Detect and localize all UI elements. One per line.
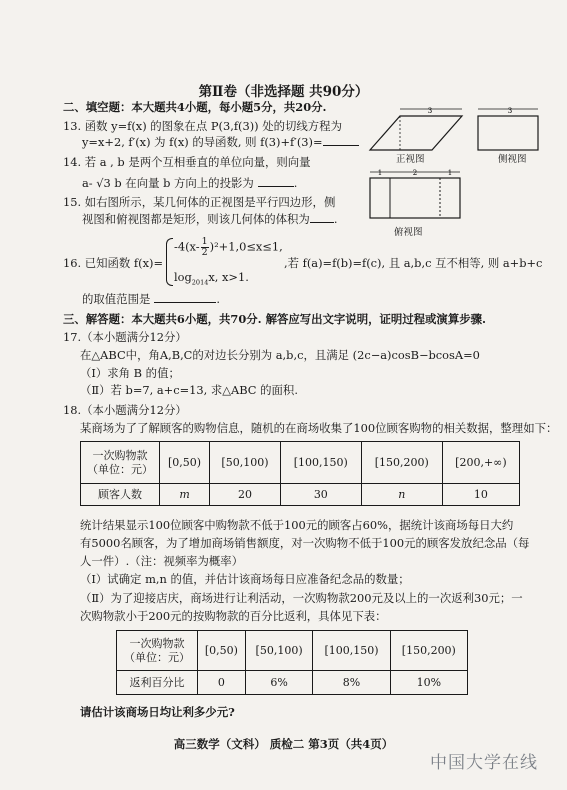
customer-count-row	[81, 484, 520, 506]
top-view-label: 俯视图	[394, 227, 423, 238]
range-cell: [200,+∞)	[442, 442, 519, 484]
customer-count-label: 顾客人数	[81, 484, 160, 506]
section-title: 第Ⅱ卷（非选择题 共90分）	[198, 84, 369, 100]
range-cell: [50,100)	[210, 442, 281, 484]
q18-para1: 统计结果显示100位顾客中购物款不低于100元的顾客占60%，据统计该商场每日大约	[80, 518, 514, 532]
rebate-percent-label: 返利百分比	[117, 671, 198, 695]
rebate-table-header-row	[117, 631, 468, 671]
side-view-label: 侧视图	[498, 154, 527, 165]
q18-para3: 人一件）.（注：视频率为概率）	[80, 554, 244, 568]
fill-in-heading: 二、填空题：本大题共4小题，每小题5分，共20分.	[63, 100, 327, 114]
purchase-table-header-row	[81, 442, 520, 484]
q15-line1: 15. 如右图所示，某几何体的正视图是平行四边形，侧	[63, 195, 336, 209]
range-cell: [150,200)	[390, 631, 467, 671]
range-cell: [0,50)	[160, 442, 210, 484]
page-footer: 高三数学（文科） 质检二 第3页（共4页）	[173, 737, 394, 751]
watermark-text: 中国大学在线	[430, 753, 538, 773]
percent-cell: 10%	[390, 671, 467, 695]
count-cell: 10	[442, 484, 519, 506]
q18-part2a: （Ⅱ）为了迎接店庆，商场进行让利活动，一次购物款200元及以上的一次返利30元；一	[80, 591, 523, 605]
rebate-percent-row	[117, 671, 468, 695]
q15-line2: 视图和俯视图都是矩形，则该几何体的体积为 .	[82, 212, 338, 226]
count-cell: 20	[210, 484, 281, 506]
range-cell: [100,150)	[280, 442, 361, 484]
count-cell: m	[160, 484, 210, 506]
count-cell: 30	[280, 484, 361, 506]
q18-head: 18.（本小题满分12分）	[63, 403, 187, 417]
q16-tail: ,若 f(a)=f(b)=f(c), 且 a,b,c 互不相等, 则 a+b+c	[284, 256, 543, 270]
q18-final-question: 请估计该商场日均让利多少元?	[80, 705, 235, 719]
q13-line1: 13. 函数 y=f(x) 的图象在点 P(3,f(3)) 处的切线方程为	[63, 119, 342, 133]
rebate-table-header-cell: 一次购物款 （单位：元）	[117, 631, 198, 671]
q16-lead: 16. 已知函数 f(x)=	[63, 256, 163, 270]
front-dim: 3	[427, 107, 433, 115]
percent-cell: 8%	[313, 671, 390, 695]
side-view-rect	[478, 116, 538, 150]
percent-cell: 0	[198, 671, 246, 695]
range-cell: [150,200)	[361, 442, 442, 484]
rebate-table	[116, 630, 468, 695]
range-cell: [100,150)	[313, 631, 390, 671]
q17-head: 17.（本小题满分12分）	[63, 330, 187, 344]
percent-cell: 6%	[245, 671, 313, 695]
q17-line3: （Ⅱ）若 b=7, a+c=13, 求△ABC 的面积.	[80, 383, 298, 397]
front-view-label: 正视图	[396, 154, 425, 165]
q18-intro: 某商场为了了解顾客的购物信息，随机的在商场收集了100位顾客购物的相关数据，整理如下：	[80, 421, 558, 435]
top-dim-2: 2	[412, 169, 418, 177]
answer-heading: 三、解答题：本大题共6小题，共70分. 解答应写出文字说明，证明过程或演算步骤.	[63, 312, 486, 326]
q17-line2: （Ⅰ）求角 B 的值；	[80, 366, 180, 380]
q18-part1: （Ⅰ）试确定 m,n 的值，并估计该商场每日应准备纪念品的数量；	[80, 572, 410, 586]
q14-line1: 14. 若 a , b 是两个互相垂直的单位向量，则向量	[63, 155, 311, 169]
q16-line2: 的取值范围是 .	[82, 292, 220, 306]
range-cell: [0,50)	[198, 631, 246, 671]
purchase-table-header-cell: 一次购物款 （单位：元）	[81, 442, 160, 484]
q18-part2b: 次购物款小于200元的按购物款的百分比返利，具体见下表：	[80, 609, 387, 623]
top-dim-1: 1	[377, 169, 383, 177]
top-dim-3: 1	[447, 169, 453, 177]
q14-line2: a- √3 b 在向量 b 方向上的投影为 .	[82, 176, 298, 190]
q17-line1: 在△ABC中，角A,B,C的对边长分别为 a,b,c，且满足 (2c−a)cosB−bcosA=0	[80, 348, 480, 362]
purchase-table	[80, 441, 520, 506]
q13-line2: y=x+2, f′(x) 为 f(x) 的导函数, 则 f(3)+f′(3)=	[82, 135, 359, 150]
q16-case1: -4(x- $\frac{1}{2}$ )²+1,0≤x≤1,	[174, 236, 283, 258]
piecewise-brace	[166, 238, 173, 286]
side-dim: 3	[507, 107, 513, 115]
count-cell: n	[361, 484, 442, 506]
q18-para2: 有5000名顾客，为了增加商场销售额度，对一次购物不低于100元的顾客发放纪念品（每	[80, 536, 530, 550]
top-view-rect	[370, 178, 460, 218]
q16-case2: $\log_{2014}x$, x>1.	[174, 270, 249, 287]
three-view-figure	[360, 104, 560, 234]
range-cell: [50,100)	[245, 631, 313, 671]
front-view-parallelogram	[370, 116, 462, 150]
